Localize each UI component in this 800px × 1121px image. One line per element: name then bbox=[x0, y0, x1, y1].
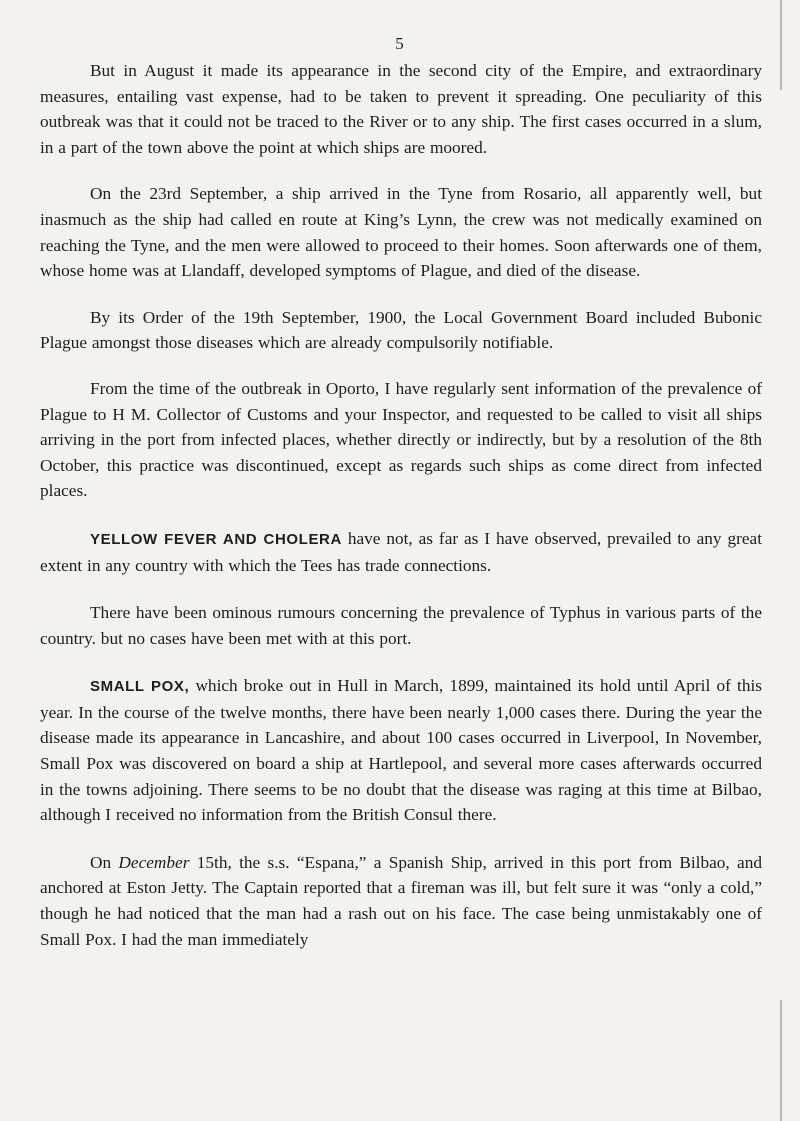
paragraph-text: On bbox=[90, 852, 119, 872]
page-edge-mark bbox=[780, 1000, 782, 1121]
paragraph-small-pox bbox=[40, 673, 762, 828]
date-month: December bbox=[118, 852, 190, 872]
paragraph-august-outbreak: But in August it made its appearance in the second city of the Empire, and extraordinary measures, entailing vast expense, had to be taken to prevent it spreading. One peculiarity of this outbreak was that it could not be traced to the River or to any ship. The first cases occurred in a slum, in a part of the town above the point at which ships are moored. bbox=[40, 61, 762, 157]
paragraph-rosario-ship: On the 23rd September, a ship arrived in the Tyne from Rosario, all apparently well, but inasmuch as the ship had called en route at King’s Lynn, the crew was not medically examined on reaching the Tyne, and the men were allowed to proceed to their homes. Soon afterwards one of them, whose home was at Llandaff, developed symptoms of Plague, and died of the disease. bbox=[40, 184, 762, 281]
paragraph-text: have not, as far as I have observed, prevailed to any great extent in any country with which the Tees has trade connections. bbox=[40, 528, 762, 575]
document-body bbox=[40, 58, 762, 972]
paragraph-text: which broke out in Hull in March, 1899, maintained its hold until April of this year. In the course of the twelve months, there have been nearly 1,000 cases there. During the year the disease made its appearance in Lancashire, and about 100 cases occurred in Liverpool, In November, Small Pox was discovered on board a ship at Hartlepool, and several more cases afterwards occurred in the towns adjoining. There seems to be no doubt that the disease was raging at this time at Bilbao, although I received no information from the British Consul there. bbox=[40, 676, 762, 825]
page-edge-mark bbox=[780, 0, 782, 90]
paragraph-lgb-order: By its Order of the 19th September, 1900, the Local Government Board included Bubonic Plague amongst those diseases which are already compulsorily notifiable. bbox=[40, 307, 762, 353]
paragraph-text: 15th, the s.s. “Espana,” a Spanish Ship, arrived in this port from Bilbao, and anchored at Eston Jetty. The Captain reported that a fireman was ill, but felt sure it was “only a cold,” though he had noticed that the man had a rash out on his face. The case being unmistakably one of Small Pox. I had the man immediately bbox=[40, 852, 762, 949]
paragraph-typhus: There have been ominous rumours concerning the prevalence of Typhus in various parts of the country. but no cases have been met with at this port. bbox=[40, 603, 762, 648]
section-heading-small-pox: SMALL POX, bbox=[90, 678, 190, 696]
section-heading-yellow-fever-cholera: YELLOW FEVER AND CHOLERA bbox=[90, 530, 342, 548]
page-number: 5 bbox=[395, 34, 405, 53]
paragraph-espana-ship bbox=[40, 850, 762, 952]
paragraph-yellow-fever-cholera bbox=[40, 526, 762, 578]
paragraph-oporto-outbreak: From the time of the outbreak in Oporto, I have regularly sent information of the prevalence of Plague to H M. Collector of Customs and your Inspector, and requested to be called to visit all ships arriving in the port from infected places, whether directly or indirectly, but by a resolution of the 8th October, this practice was discontinued, except as regards such ships as come direct from infected places. bbox=[40, 378, 762, 501]
